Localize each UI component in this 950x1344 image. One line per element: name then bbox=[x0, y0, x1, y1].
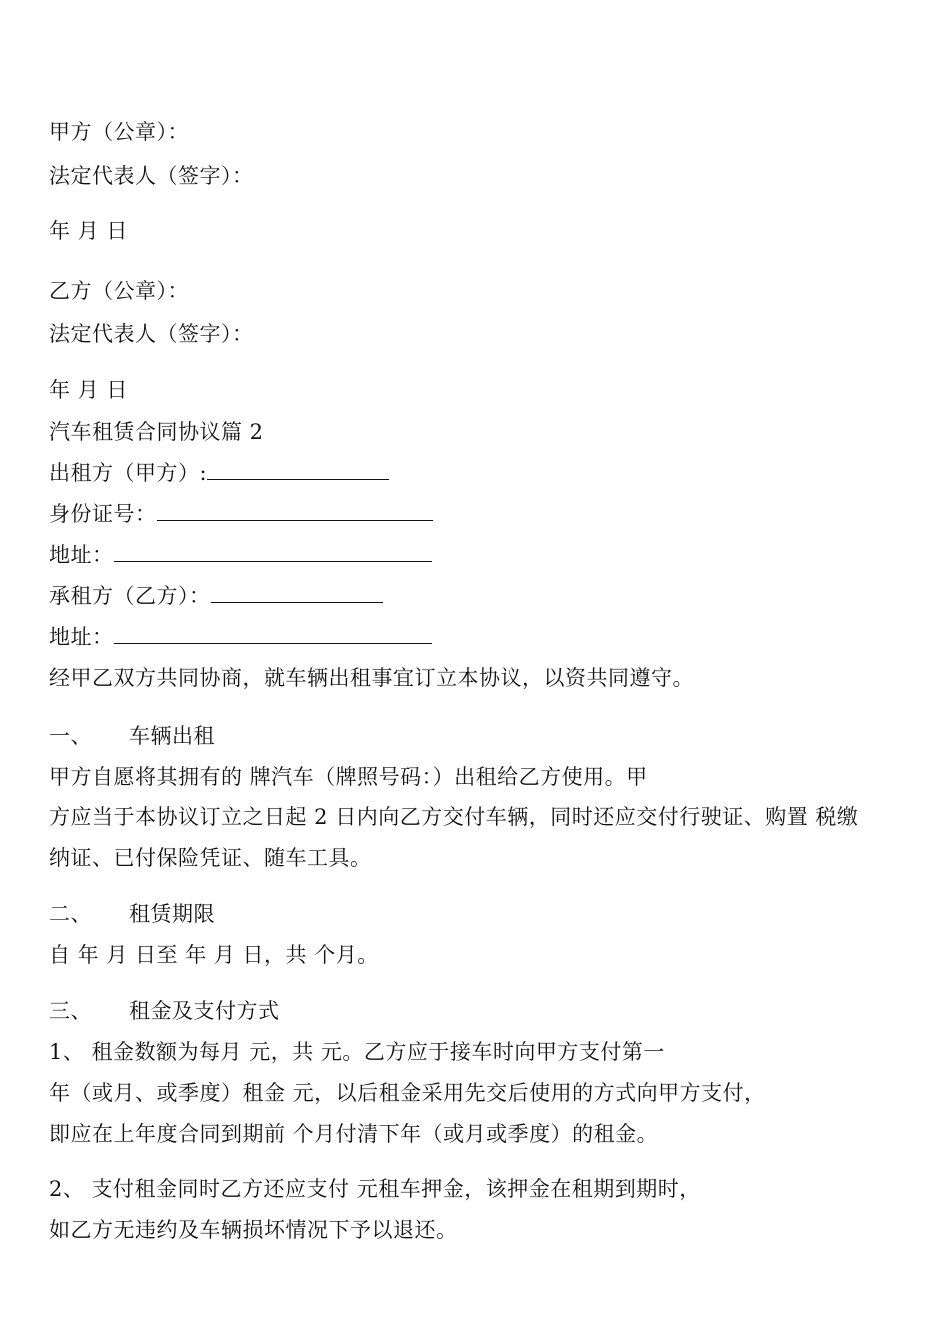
section3-line5: 如乙方无违约及车辆损坏情况下予以退还。 bbox=[49, 1218, 458, 1242]
lessor-blank bbox=[207, 459, 389, 480]
party-b-seal: 乙方（公章）： bbox=[49, 279, 189, 303]
section3-line3: 即应在上年度合同到期前 个月付清下年（或月或季度）的租金。 bbox=[49, 1122, 659, 1146]
party-a-date: 年 月 日 bbox=[49, 219, 128, 243]
lessee-blank bbox=[211, 582, 383, 603]
section3-line4: 2、 支付租金同时乙方还应支付 元租车押金，该押金在租期到期时， bbox=[49, 1177, 701, 1201]
lessor-line bbox=[49, 459, 389, 487]
contract-title: 汽车租赁合同协议篇 2 bbox=[49, 420, 264, 444]
id-number-blank bbox=[157, 500, 433, 521]
section2-title: 租赁期限 bbox=[129, 902, 215, 926]
section1-title: 车辆出租 bbox=[129, 724, 215, 748]
section1-line1: 甲方自愿将其拥有的 牌汽车（牌照号码：）出租给乙方使用。甲 bbox=[49, 765, 648, 789]
intro-paragraph: 经甲乙双方共同协商，就车辆出租事宜订立本协议，以资共同遵守。 bbox=[49, 666, 694, 690]
party-b-representative: 法定代表人（签字）： bbox=[49, 322, 254, 346]
address2-blank bbox=[114, 623, 432, 644]
address2-line bbox=[49, 623, 432, 651]
section3-line2: 年（或月、或季度）租金 元，以后租金采用先交后使用的方式向甲方支付， bbox=[49, 1081, 766, 1105]
section3-title: 租金及支付方式 bbox=[129, 999, 280, 1023]
address1-blank bbox=[114, 541, 432, 562]
section1-heading bbox=[49, 722, 215, 750]
address2-label: 地址： bbox=[49, 625, 114, 649]
address1-line bbox=[49, 541, 432, 569]
id-number-line bbox=[49, 500, 433, 528]
section2-line1: 自 年 月 日至 年 月 日，共 个月。 bbox=[49, 943, 379, 967]
section3-number: 三、 bbox=[49, 999, 92, 1023]
lessee-line bbox=[49, 582, 383, 610]
party-b-date: 年 月 日 bbox=[49, 378, 128, 402]
section2-number: 二、 bbox=[49, 902, 92, 926]
address1-label: 地址： bbox=[49, 543, 114, 567]
section2-heading bbox=[49, 900, 215, 928]
lessee-label: 承租方（乙方）： bbox=[49, 584, 211, 608]
id-number-label: 身份证号： bbox=[49, 502, 157, 526]
section1-number: 一、 bbox=[49, 724, 92, 748]
party-a-seal: 甲方（公章）： bbox=[49, 120, 189, 144]
section3-heading bbox=[49, 997, 280, 1025]
section1-line3: 纳证、已付保险凭证、随车工具。 bbox=[49, 846, 372, 870]
section1-line2: 方应当于本协议订立之日起 2 日内向乙方交付车辆，同时还应交付行驶证、购置 税缴 bbox=[49, 805, 859, 829]
party-a-representative: 法定代表人（签字）： bbox=[49, 164, 254, 188]
lessor-label: 出租方（甲方）: bbox=[49, 461, 208, 485]
section3-line1: 1、 租金数额为每月 元，共 元。乙方应于接车时向甲方支付第一 bbox=[49, 1040, 665, 1064]
